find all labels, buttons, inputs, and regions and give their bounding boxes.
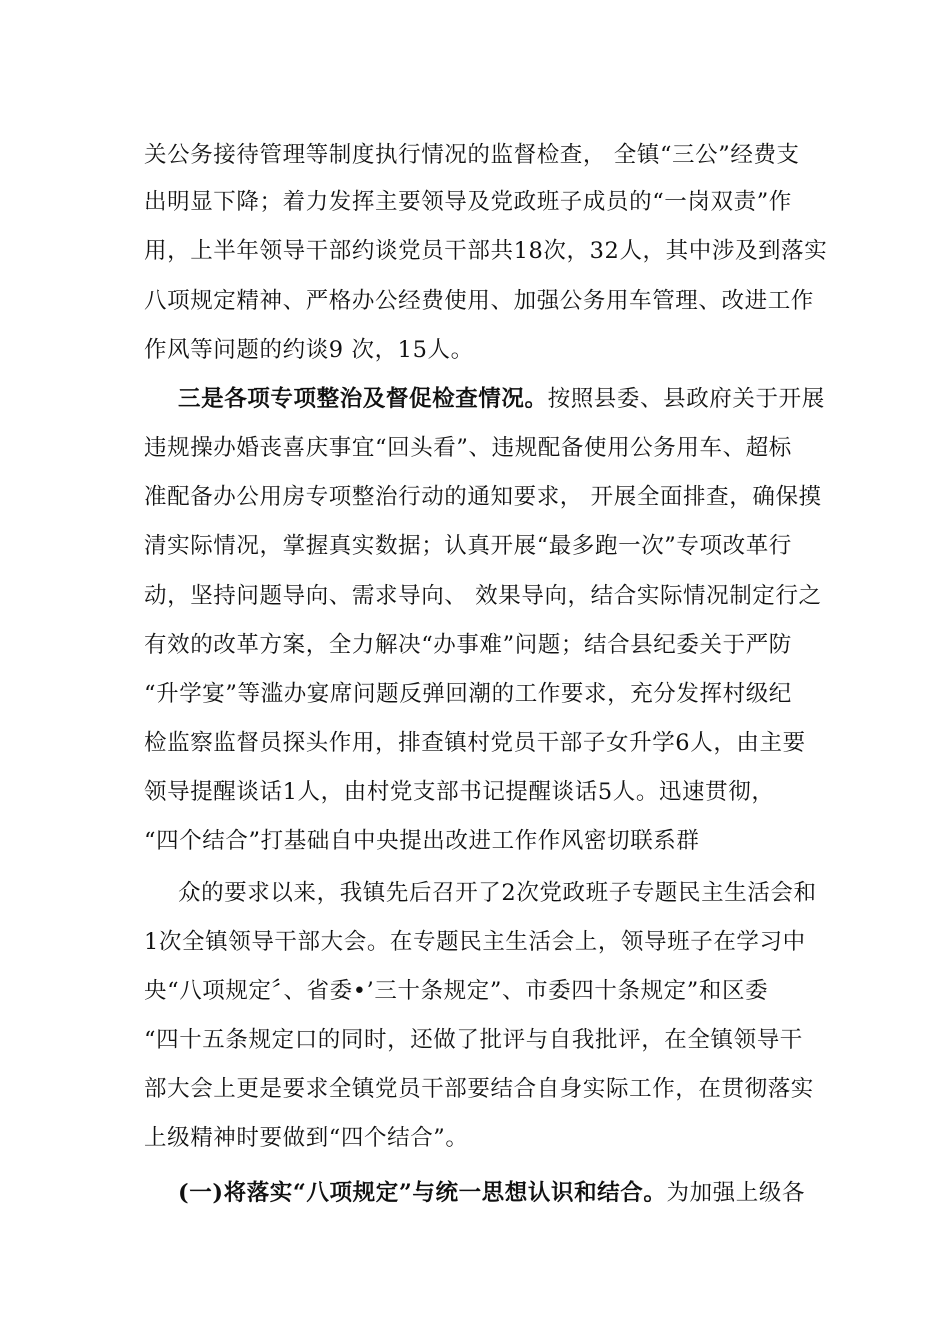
paragraph-4-line-1: [178, 1178, 814, 1208]
paragraph-1-line-1: 关公务接待管理等制度执行情况的监督检查， 全镇“三公”经费支: [144, 142, 800, 168]
paragraph-3-line-1: 众的要求以来，我镇先后召开了2次党政班子专题民主生活会和: [178, 880, 817, 906]
paragraph-2-first-line-rest: 按照县委、县政府关于开展: [547, 386, 825, 412]
paragraph-2-line-4: 清实际情况，掌握真实数据；认真开展“最多跑一次”专项改革行: [144, 533, 792, 559]
paragraph-1-line-3: 用，上半年领导干部约谈党员干部共18次，32人，其中涉及到落实: [144, 238, 828, 264]
paragraph-2-line-6: 有效的改革方案，全力解决“办事难”问题；结合县纪委关于严防: [144, 632, 792, 658]
paragraph-2-line-7: “升学宴”等滥办宴席问题反弹回潮的工作要求，充分发挥村级纪: [144, 681, 792, 707]
paragraph-2-line-2: 违规操办婚丧喜庆事宜“回头看”、违规配备使用公务用车、超标: [144, 435, 792, 461]
paragraph-3-line-6: 上级精神时要做到“四个结合”。: [144, 1125, 469, 1151]
paragraph-2-line-3: 准配备办公用房专项整治行动的通知要求， 开展全面排查，确保摸: [144, 484, 822, 510]
paragraph-2-line-10: “四个结合”打基础自中央提出改进工作作风密切联系群: [144, 828, 700, 854]
paragraph-1-line-2: 出明显下降；着力发挥主要领导及党政班子成员的“一岗双责”作: [144, 189, 792, 215]
paragraph-2-line-9: 领导提醒谈话1人，由村党支部书记提醒谈话5人。迅速贯彻，: [144, 779, 775, 805]
paragraph-1-line-4: 八项规定精神、严格办公经费使用、加强公务用车管理、改进工作: [144, 288, 814, 314]
paragraph-2-line-5: 动，坚持问题导向、需求导向、 效果导向，结合实际情况制定行之: [144, 583, 822, 609]
paragraph-3-line-5: 部大会上更是要求全镇党员干部要结合自身实际工作，在贯彻落实: [144, 1076, 814, 1102]
paragraph-3-line-4: “四十五条规定口的同时，还做了批评与自我批评，在全镇领导干: [144, 1027, 803, 1053]
paragraph-2-line-8: 检监察监督员探头作用，排查镇村党员干部子女升学6人，由主要: [144, 730, 806, 756]
paragraph-2-heading: 三是各项专项整治及督促检查情况。: [178, 386, 548, 412]
paragraph-3-line-2: 1次全镇领导干部大会。在专题民主生活会上，领导班子在学习中: [144, 929, 806, 955]
paragraph-4-heading: (一)将落实“八项规定”与统一思想认识和结合。: [178, 1180, 667, 1206]
paragraph-4-first-line-rest: 为加强上级各: [666, 1180, 806, 1206]
paragraph-2-line-1: [178, 384, 825, 414]
paragraph-1-line-5: 作风等问题的约谈9 次，15人。: [144, 337, 474, 363]
paragraph-3-line-3: 央“八项规定〞、省委•’三十条规定”、市委四十条规定”和区委: [144, 978, 769, 1004]
